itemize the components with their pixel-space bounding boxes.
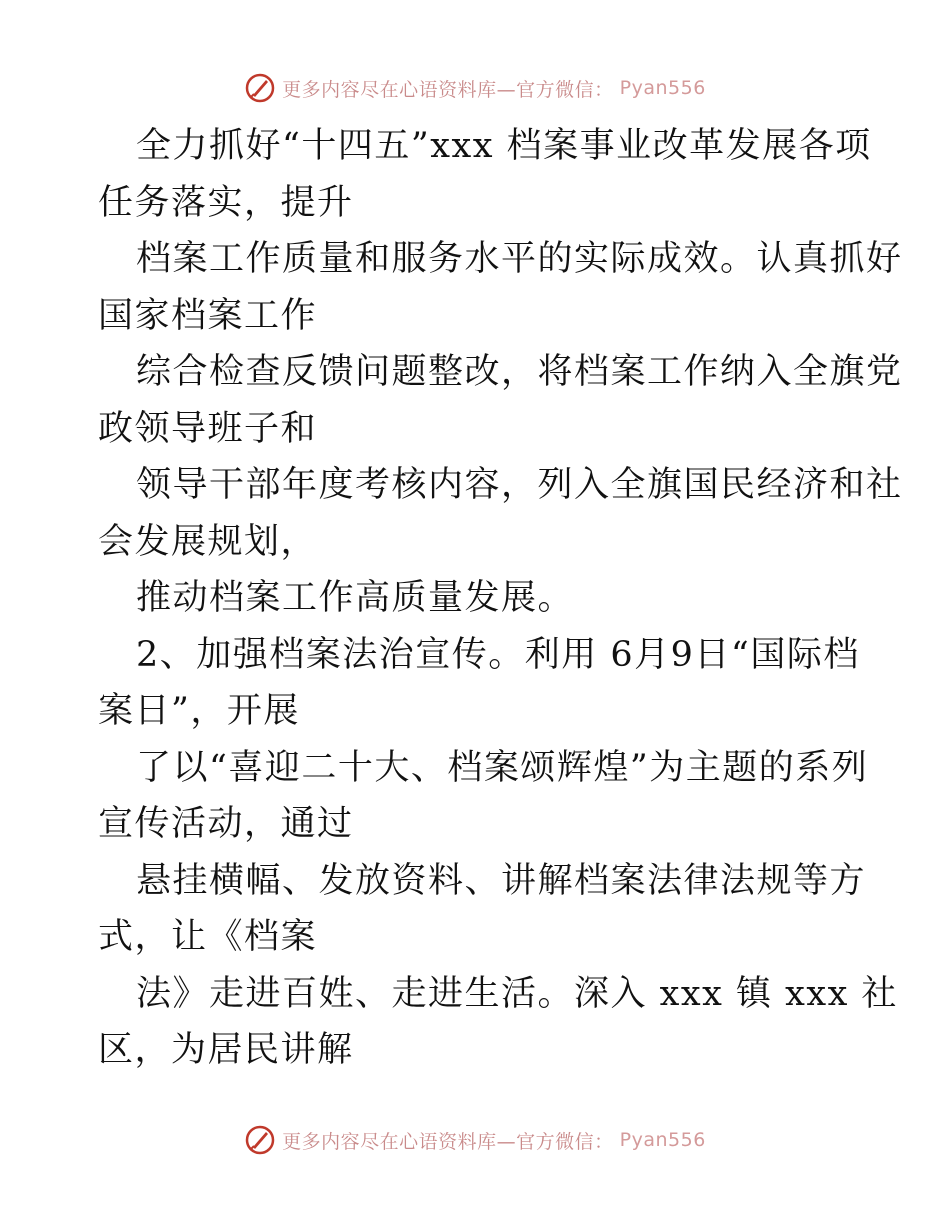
body-line: 会发展规划，: [98, 521, 318, 562]
watermark-handle: Pyan556: [619, 77, 706, 99]
body-line: 领导干部年度考核内容，列入全旗国民经济和社: [136, 465, 903, 505]
header-watermark: [0, 72, 950, 104]
document-body: [98, 118, 903, 1079]
body-line: 全力抓好“十四五”xxx 档案事业改革发展各项: [136, 126, 872, 166]
body-line: 区，为居民讲解: [98, 1030, 354, 1070]
quill-logo-icon: [244, 72, 276, 104]
body-line: 2、加强档案法治宣传。利用 6月9日“国际档: [136, 634, 860, 675]
body-line: 政领导班子和: [98, 408, 318, 449]
watermark-text: 更多内容尽在心语资料库—官方微信：: [282, 1130, 614, 1153]
body-line: 了以“喜迎二十大、档案颂辉煌”为主题的系列: [136, 747, 869, 788]
body-line: 式，让《档案: [98, 917, 318, 957]
body-line: 法》走进百姓、走进生活。深入 xxx 镇 xxx 社: [136, 973, 898, 1014]
body-line: 悬挂横幅、发放资料、讲解档案法律法规等方: [136, 860, 867, 901]
footer-watermark: [0, 1124, 950, 1156]
watermark-handle: Pyan556: [619, 1129, 706, 1151]
body-line: 国家档案工作: [98, 295, 318, 336]
watermark-text: 更多内容尽在心语资料库—官方微信：: [282, 78, 614, 101]
body-line: 宣传活动，通过: [98, 804, 354, 844]
body-line: 推动档案工作高质量发展。: [136, 578, 575, 618]
quill-logo-icon: [244, 1124, 276, 1156]
body-line: 案日”，开展: [98, 691, 300, 731]
body-line: 综合检查反馈问题整改，将档案工作纳入全旗党: [136, 352, 903, 392]
body-line: 档案工作质量和服务水平的实际成效。认真抓好: [136, 239, 903, 279]
body-line: 任务落实，提升: [98, 182, 354, 223]
